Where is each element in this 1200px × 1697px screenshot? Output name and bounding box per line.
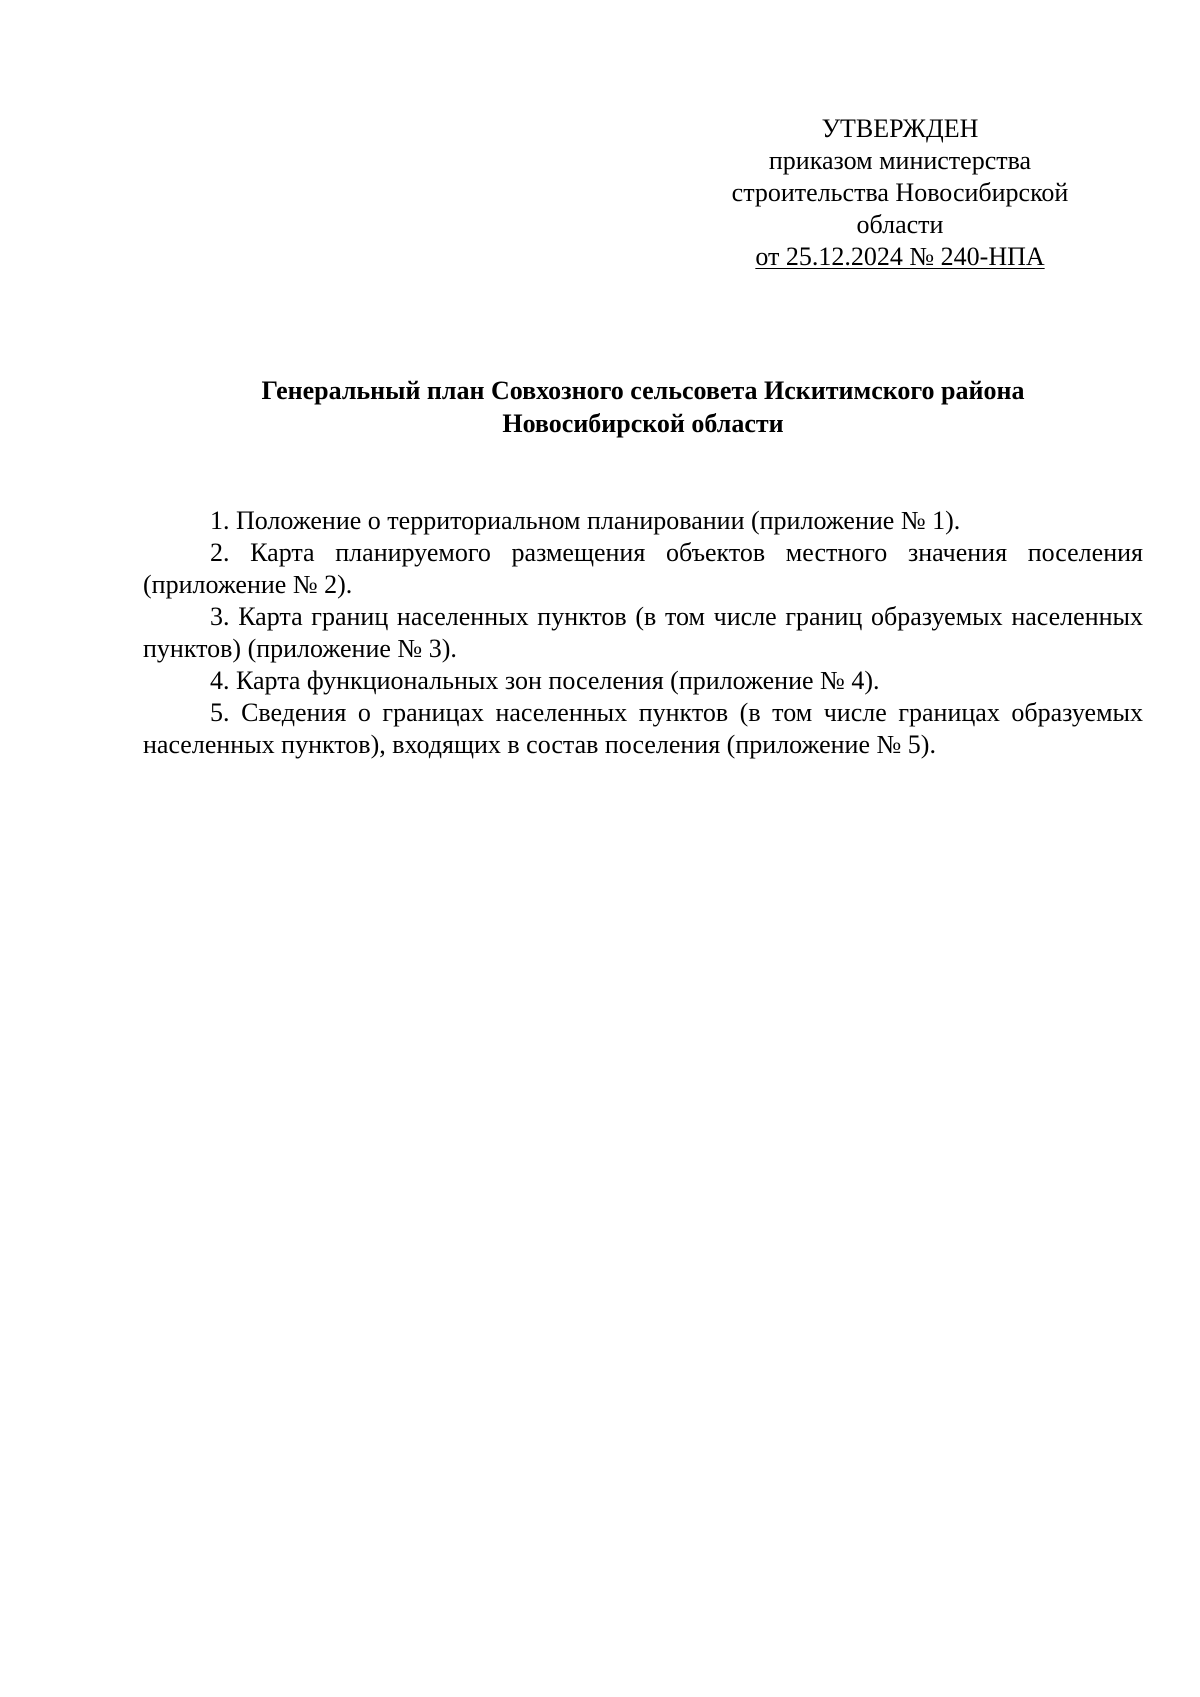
list-item: 3. Карта границ населенных пунктов (в том числе границ образуемых населенных пунктов) (приложение № 3).: [143, 602, 1143, 663]
document-title-line-2: Новосибирской области: [502, 409, 784, 438]
approval-ministry-line: строительства Новосибирской: [731, 178, 1069, 207]
contents-list: [143, 505, 1143, 761]
document-title-line-1: Генеральный план Совхозного сельсовета Искитимского района: [261, 376, 1025, 405]
list-item: 4. Карта функциональных зон поселения (приложение № 4).: [210, 666, 880, 695]
approval-stamp: [690, 113, 1110, 273]
approval-order-line: приказом министерства: [768, 146, 1032, 175]
approval-region-line: области: [856, 210, 944, 239]
list-item: 1. Положение о территориальном планировании (приложение № 1).: [210, 506, 961, 535]
list-item: 2. Карта планируемого размещения объектов местного значения поселения (приложение № 2).: [143, 538, 1143, 599]
approval-date-number: от 25.12.2024 № 240-НПА: [755, 242, 1045, 271]
list-item: 5. Сведения о границах населенных пунктов (в том числе границах образуемых населенных пунктов), входящих в состав поселения (приложение № 5).: [143, 698, 1143, 759]
approval-heading: УТВЕРЖДЕН: [821, 114, 979, 143]
document-title: [143, 374, 1143, 440]
